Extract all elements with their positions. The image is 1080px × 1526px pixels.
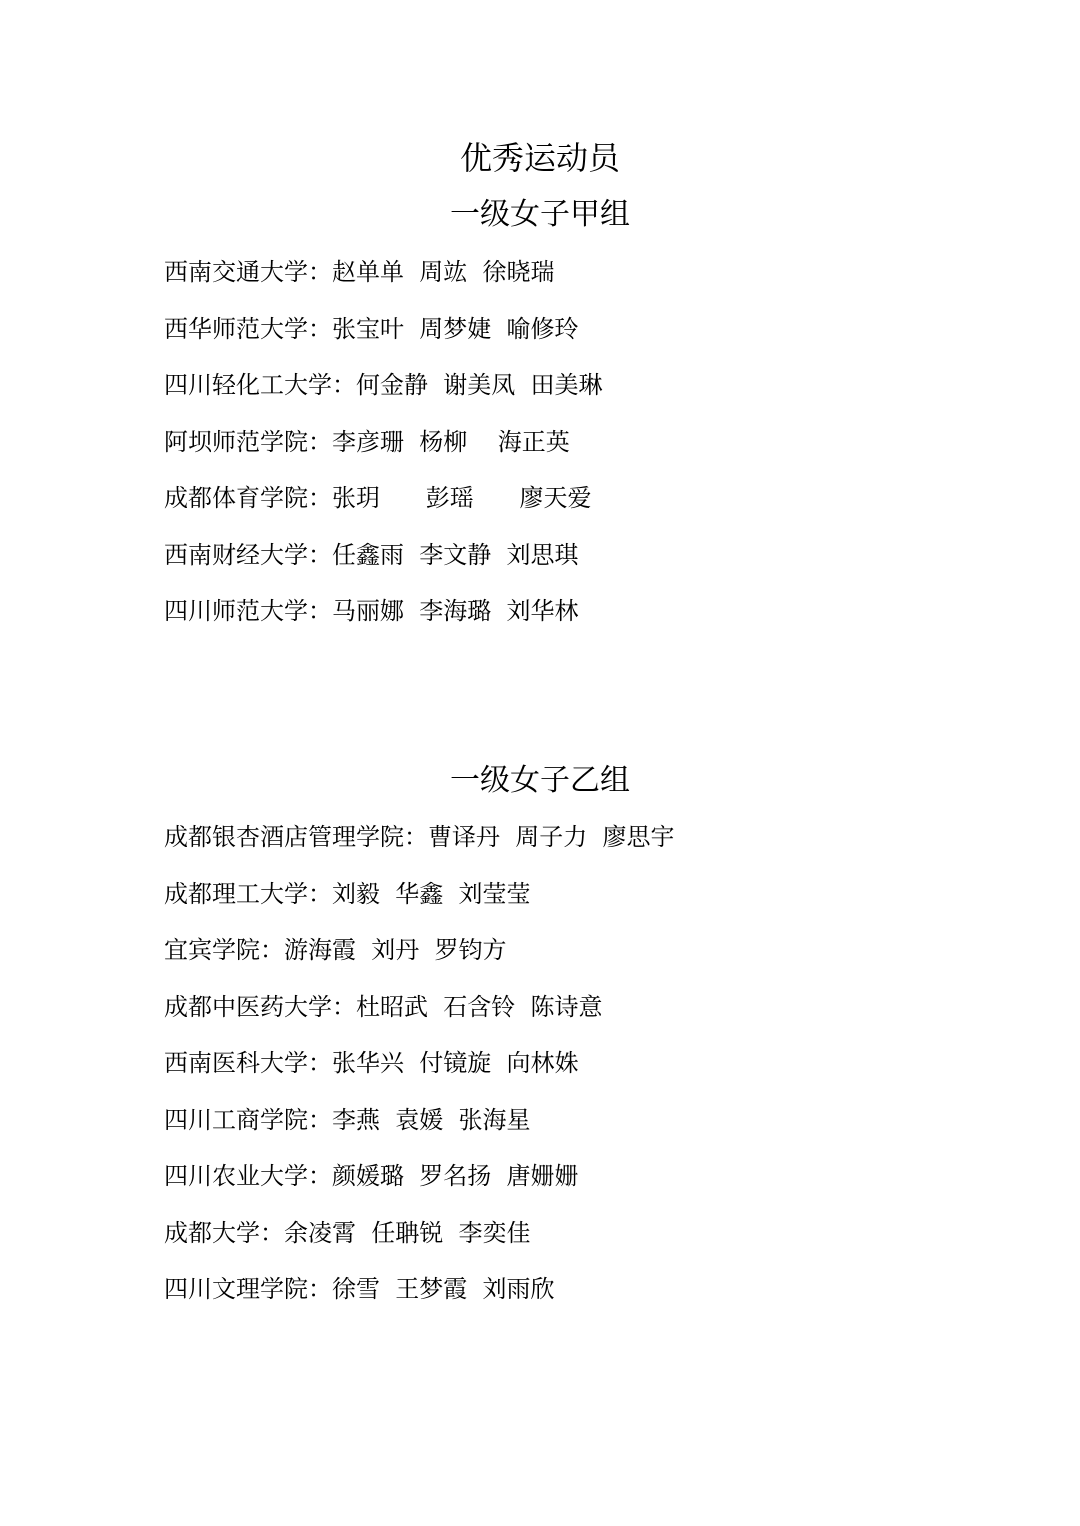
athlete-names: 颜媛璐 罗名扬 唐姗姗 [332, 1162, 579, 1190]
separator: ： [308, 1049, 332, 1077]
school-name: 西华师范大学 [164, 314, 308, 343]
list-item [164, 1274, 1024, 1331]
separator: ： [308, 1105, 332, 1134]
separator: ： [332, 992, 356, 1021]
separator: ： [308, 1162, 332, 1190]
page-title: 优秀运动员 [459, 139, 620, 177]
separator: ： [308, 597, 332, 625]
list-item [164, 257, 1024, 314]
group-b-list [164, 822, 1024, 1331]
athlete-names: 游海霞 刘丹 罗钧方 [284, 936, 507, 964]
list-item [164, 1105, 1024, 1162]
athlete-names: 张宝叶 周梦婕 喻修玲 [332, 314, 579, 343]
list-item [164, 540, 1024, 597]
list-item [164, 992, 1024, 1049]
separator: ： [260, 936, 284, 964]
list-item [164, 427, 1024, 484]
separator: ： [308, 258, 332, 286]
athlete-names: 刘毅 华鑫 刘莹莹 [332, 879, 531, 908]
athlete-names: 任鑫雨 李文静 刘思琪 [332, 540, 579, 569]
school-name: 成都银杏酒店管理学院 [164, 823, 404, 851]
separator: ： [308, 427, 332, 456]
athlete-names: 杜昭武 石含铃 陈诗意 [356, 992, 603, 1021]
list-item [164, 314, 1024, 371]
separator: ： [308, 484, 332, 512]
group-title-b: 一级女子乙组 [450, 763, 630, 798]
separator: ： [260, 1218, 284, 1247]
athlete-names: 徐雪 王梦霞 刘雨欣 [332, 1275, 555, 1303]
separator: ： [308, 314, 332, 343]
school-name: 西南财经大学 [164, 540, 308, 569]
athlete-names: 张玥 彭瑶 廖天爱 [332, 484, 592, 512]
athlete-names: 李燕 袁媛 张海星 [332, 1105, 531, 1134]
school-name: 四川工商学院 [164, 1105, 308, 1134]
separator: ： [308, 540, 332, 569]
school-name: 西南交通大学 [164, 258, 308, 286]
list-item [164, 596, 1024, 653]
list-item [164, 1218, 1024, 1275]
athlete-names: 何金静 谢美凤 田美琳 [356, 371, 603, 399]
athlete-names: 马丽娜 李海璐 刘华林 [332, 597, 579, 625]
school-name: 成都中医药大学 [164, 992, 332, 1021]
school-name: 四川文理学院 [164, 1275, 308, 1303]
separator: ： [332, 371, 356, 399]
group-a-list [164, 257, 1024, 653]
group-title-a: 一级女子甲组 [450, 197, 630, 232]
school-name: 成都大学 [164, 1218, 260, 1247]
athlete-names: 张华兴 付镜旋 向林姝 [332, 1049, 579, 1077]
school-name: 阿坝师范学院 [164, 427, 308, 456]
athlete-names: 赵单单 周竑 徐晓瑞 [332, 258, 555, 286]
school-name: 四川师范大学 [164, 597, 308, 625]
separator: ： [404, 823, 428, 851]
athlete-names: 李彦珊 杨柳 海正英 [332, 427, 570, 456]
list-item [164, 822, 1024, 879]
list-item [164, 935, 1024, 992]
separator: ： [308, 879, 332, 908]
athlete-names: 曹译丹 周子力 廖思宇 [428, 823, 675, 851]
school-name: 四川农业大学 [164, 1162, 308, 1190]
separator: ： [308, 1275, 332, 1303]
list-item [164, 1161, 1024, 1218]
school-name: 成都体育学院 [164, 484, 308, 512]
list-item [164, 370, 1024, 427]
list-item [164, 1048, 1024, 1105]
list-item [164, 879, 1024, 936]
athlete-names: 余凌霄 任聃锐 李奕佳 [284, 1218, 531, 1247]
school-name: 成都理工大学 [164, 879, 308, 908]
school-name: 西南医科大学 [164, 1049, 308, 1077]
school-name: 宜宾学院 [164, 936, 260, 964]
list-item [164, 483, 1024, 540]
school-name: 四川轻化工大学 [164, 371, 332, 399]
